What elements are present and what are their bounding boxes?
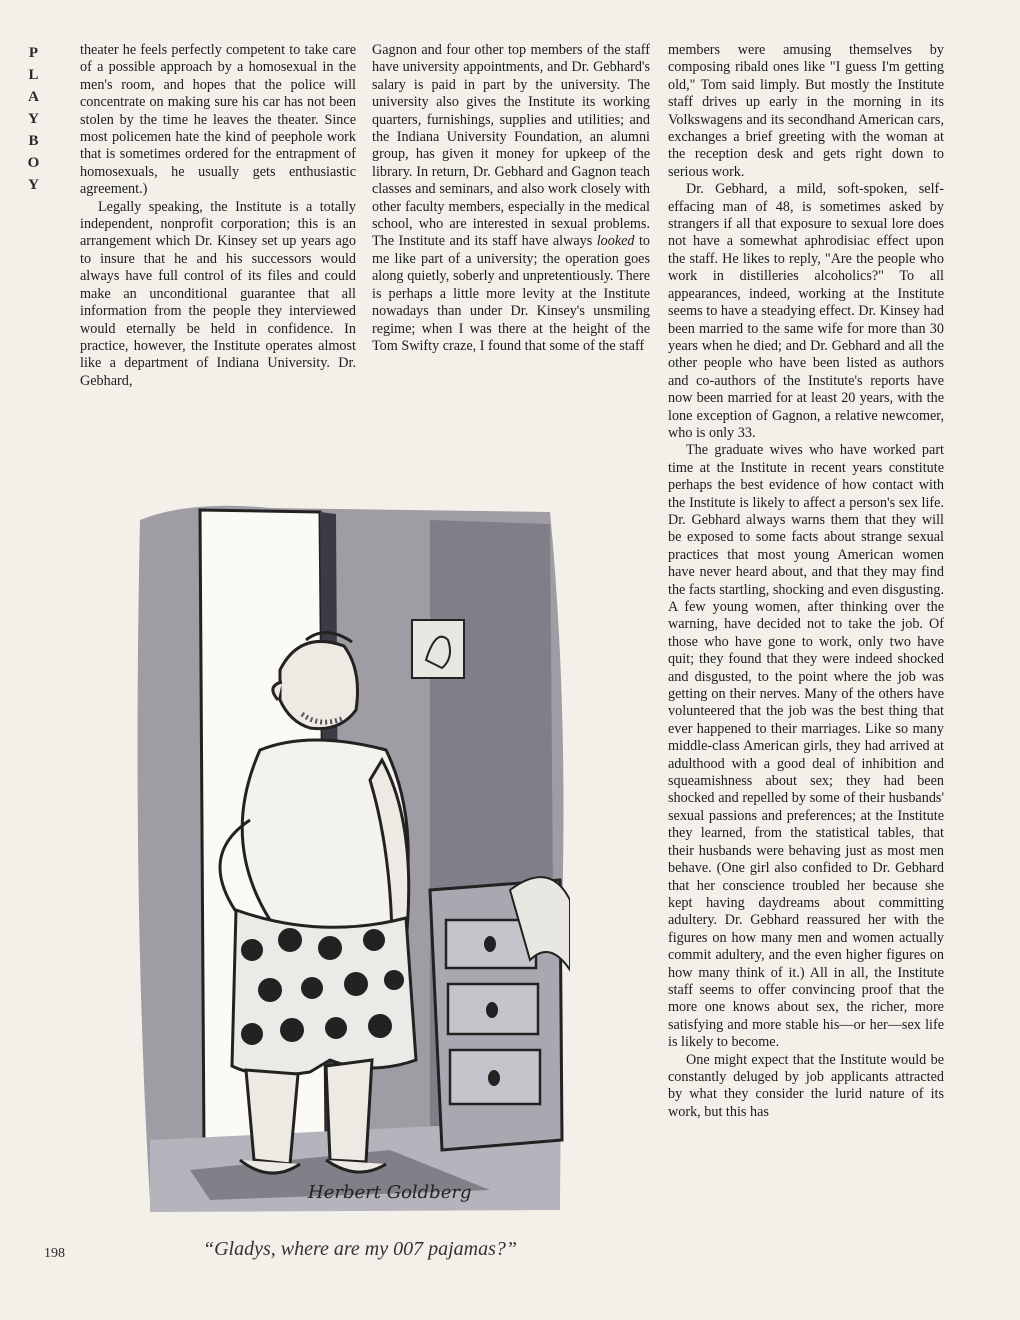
paragraph-text: to me like part of a university; the operation goes along quietly, soberly and unpretentiously. There is perhaps a little more levity at the Institute nowadays than under Dr. Kinsey's unsmiling regime; when I was there at the height of the Tom Swifty craze, I found that some of the staff [372,233,651,354]
cartoon-caption: “Gladys, where are my 007 pajamas?” [202,1238,518,1260]
paragraph: Legally speaking, the Institute is a totally independent, nonprofit corporation; this is an arrangement which Dr. Kinsey set up years ago to insure that he and his successors would always have full control of its files and could make an unconditional guarantee that all information from the people they interviewed would eternally be held in confidence. In practice, however, the Institute operates almost like a department of Indiana University. Dr. Gebhard, [80,198,356,389]
magazine-letter: P [28,45,40,61]
magazine-letter: Y [28,111,40,127]
paragraph: One might expect that the Institute would be constantly deluged by job applicants attracted by what they consider the lurid nature of its work, but this has [668,1051,944,1120]
drawer-knob [486,1002,498,1018]
magazine-name-vertical [24,42,44,196]
cartoon-illustration [130,500,570,1218]
paragraph: theater he feels perfectly competent to take care of a possible approach by a homosexual in the men's room, and hopes that the police will concentrate on making sure his car has not been stolen by the time he leaves the theater. Since most policemen hate the kind of peephole work that is sometimes ordered for the entrapment of homosexuals, he usually gets enthusiastic agreement.) [80,42,356,198]
paragraph: members were amusing themselves by composing ribald ones like "I guess I'm getting old," Tom said limply. But mostly the Institute staff drives up early in the morning in its Volkswagens and its secondhand American cars, exchanges a brief greeting with the woman at the reception desk and gets right down to serious work. [668,42,944,180]
man-head [280,641,358,728]
article-column-2 [372,42,650,355]
magazine-letter: B [28,133,40,149]
man-leg-left [246,1070,298,1164]
magazine-letter: L [28,67,40,83]
page-number: 198 [44,1246,65,1261]
wall-picture [412,620,464,678]
article-column-3 [668,42,944,1121]
drawer-knob [484,936,496,952]
italic-word: looked [596,233,635,250]
paragraph-text: Gagnon and four other top members of the staff have university appointments, and Dr. Gebhard's salary is paid in part by the university. The university also gives the Institute its working quarters, furnishings, supplies and utilities; and the Indiana University Foundation, an alumni group, has given it money for upkeep of the library. In return, Dr. Gebhard and Gagnon teach classes and seminars, and also work closely with other faculty members, especially in the medical school, who are interested in sexual problems. The Institute and its staff have always [372,42,650,250]
paragraph: Dr. Gebhard, a mild, soft-spoken, self-effacing man of 48, is sometimes asked by strangers if all that exposure to sexual lore does not have a somewhat aphrodisiac effect upon the staff. He likes to reply, "Are the people who work in distilleries alcoholics?" To all appearances, indeed, working at the Institute seems to have a steadying effect. Dr. Kinsey had been married to the same wife for more than 30 years when he died; and Dr. Gebhard and all the other people who have been listed as authors and co-authors of the Institute's reports have now been married for at least 20 years, with the lone exception of Gagnon, a relative newcomer, who is only 33. [668,181,944,441]
magazine-letter: O [27,155,41,171]
man-leg-right [326,1060,372,1162]
article-column-1 [80,42,356,390]
paragraph: The graduate wives who have worked part time at the Institute in recent years constitute perhaps the best evidence of how contact with the Institute is likely to affect a person's sex life. Dr. Gebhard always warns them that they will be exposed to some facts about strange sexual practices that most young American women have never heard about, and that they may find the facts startling, shocking and even disgusting. A few young women, after thinking over the warning, have decided not to take the job. Of those who have gone to work, only two have quit; they found that they were indeed shocked and disgusted, to the point where the job was getting on their nerves. Many of the others have volunteered that the job was the best thing that ever happened to their marriages. Like so many middle-class American girls, they had arrived at adulthood with a good deal of inhibition and squeamishness about sex; they had been shocked and repelled by some of their husbands' sexual passions and preferences; at the Institute they learned, from the statistical tables, that their husbands were behaving just as most men behave. (One girl also confided to Dr. Gebhard that her conscience troubled her because she kept having daydreams about committing adultery. Dr. Gebhard reassured her with the figures on how many men and women actually commit adultery, and the even higher figures on how many think of it.) All in all, the Institute staff seems to offer convincing proof that the more one knows about sex, the richer, more satisfying and more stable his—or her—sex life is likely to become. [668,442,944,1051]
magazine-letter: A [28,89,40,105]
artist-signature: Herbert Goldberg [308,1182,472,1203]
paragraph [372,42,650,355]
drawer-knob [488,1070,500,1086]
magazine-letter: Y [28,177,40,193]
